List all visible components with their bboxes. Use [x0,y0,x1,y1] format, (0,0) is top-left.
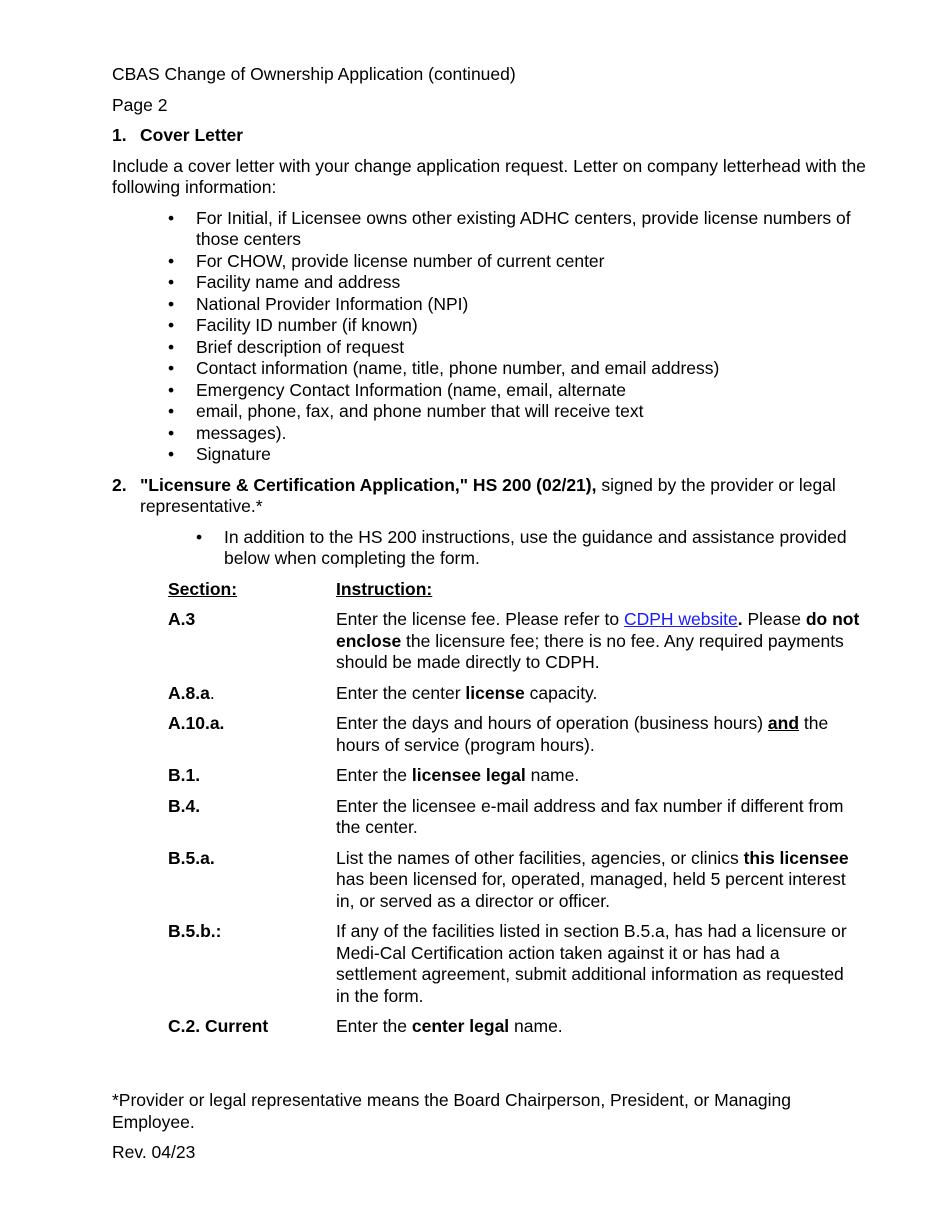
instruction-table [168,579,860,1047]
column-header-section: Section: [168,578,238,599]
bullet-icon: • [168,358,175,378]
cover-letter-list [112,208,872,466]
bullet-icon: • [168,315,175,335]
table-row: A.10.a. Enter the days and hours of operation (business hours) and the hours of service (program hours). [168,713,829,755]
bullet-icon: • [168,293,175,314]
document-page [112,64,872,1047]
bullet-icon: • [168,401,175,421]
footnote: *Provider or legal representative means the Board Chairperson, President, or Managing Employee. [112,1090,791,1132]
bullet-icon: • [168,444,175,464]
table-header-row [168,579,860,610]
section-2-text: signed by the provider or legal representative.* [140,474,836,516]
table-row: B.5.b.: If any of the facilities listed in section B.5.a, has had a licensure or Medi-Cal Certification action taken against it or has had a settlement agreement, submit additional information as requested in the form. [168,921,847,1006]
section-1-intro: Include a cover letter with your change application request. Letter on company letterhead with the following information: [112,155,866,197]
bullet-icon: • [168,272,175,292]
table-row: C.2. Current Enter the center legal name. [168,1016,563,1036]
table-row: A.3 Enter the license fee. Please refer to CDPH website. Please do not enclose the licensure fee; there is no fee. Any required payments should be made directly to CDPH. [168,609,860,672]
list-item: • email, phone, fax, and phone number that will receive text [168,401,644,421]
list-item: • Facility name and address [168,272,401,292]
list-item: • Contact information (name, title, phone number, and email address) [168,358,720,378]
table-row: B.5.a. List the names of other facilities, agencies, or clinics this licensee has been licensed for, operated, managed, held 5 percent interest in, or served as a director or officer. [168,847,849,911]
list-item: • For CHOW, provide license number of current center [168,250,605,271]
section-1-heading [112,125,872,147]
table-row: B.1. Enter the licensee legal name. [168,765,580,785]
table-row: A.8.a. Enter the center license capacity. [168,682,598,703]
bullet-icon: • [168,422,175,443]
section-1-title: Cover Letter [140,125,244,145]
bullet-icon: • [168,379,175,400]
table-row: B.4. Enter the licensee e-mail address and fax number if different from the center. [168,795,844,837]
list-item: • messages). [168,422,287,443]
list-item: • Signature [168,444,271,464]
bullet-icon: • [168,336,175,357]
bullet-icon: • [168,250,175,271]
cdph-website-link[interactable]: CDPH website [623,609,738,629]
column-header-instruction: Instruction: [336,578,433,599]
list-item: • Facility ID number (if known) [168,315,418,335]
revision-label: Rev. 04/23 [112,1142,196,1162]
list-item: • National Provider Information (NPI) [168,293,469,314]
list-item: • Emergency Contact Information (name, email, alternate [168,379,626,400]
document-title: CBAS Change of Ownership Application (continued) [112,64,516,84]
list-item: • Brief description of request [168,336,405,357]
section-2-heading [112,475,872,518]
bullet-icon: • [168,207,175,228]
section-1-number: 1. [112,125,127,145]
section-2-number: 2. [112,474,127,495]
bullet-icon: • [196,526,203,547]
section-2-note: • In addition to the HS 200 instructions, use the guidance and assistance provided below when completing the form. [196,526,847,568]
section-2-title: "Licensure & Certification Application," HS 200 (02/21), [140,474,597,495]
list-item: • For Initial, if Licensee owns other existing ADHC centers, provide license numbers of those centers [168,207,851,249]
page-number: Page 2 [112,94,168,115]
